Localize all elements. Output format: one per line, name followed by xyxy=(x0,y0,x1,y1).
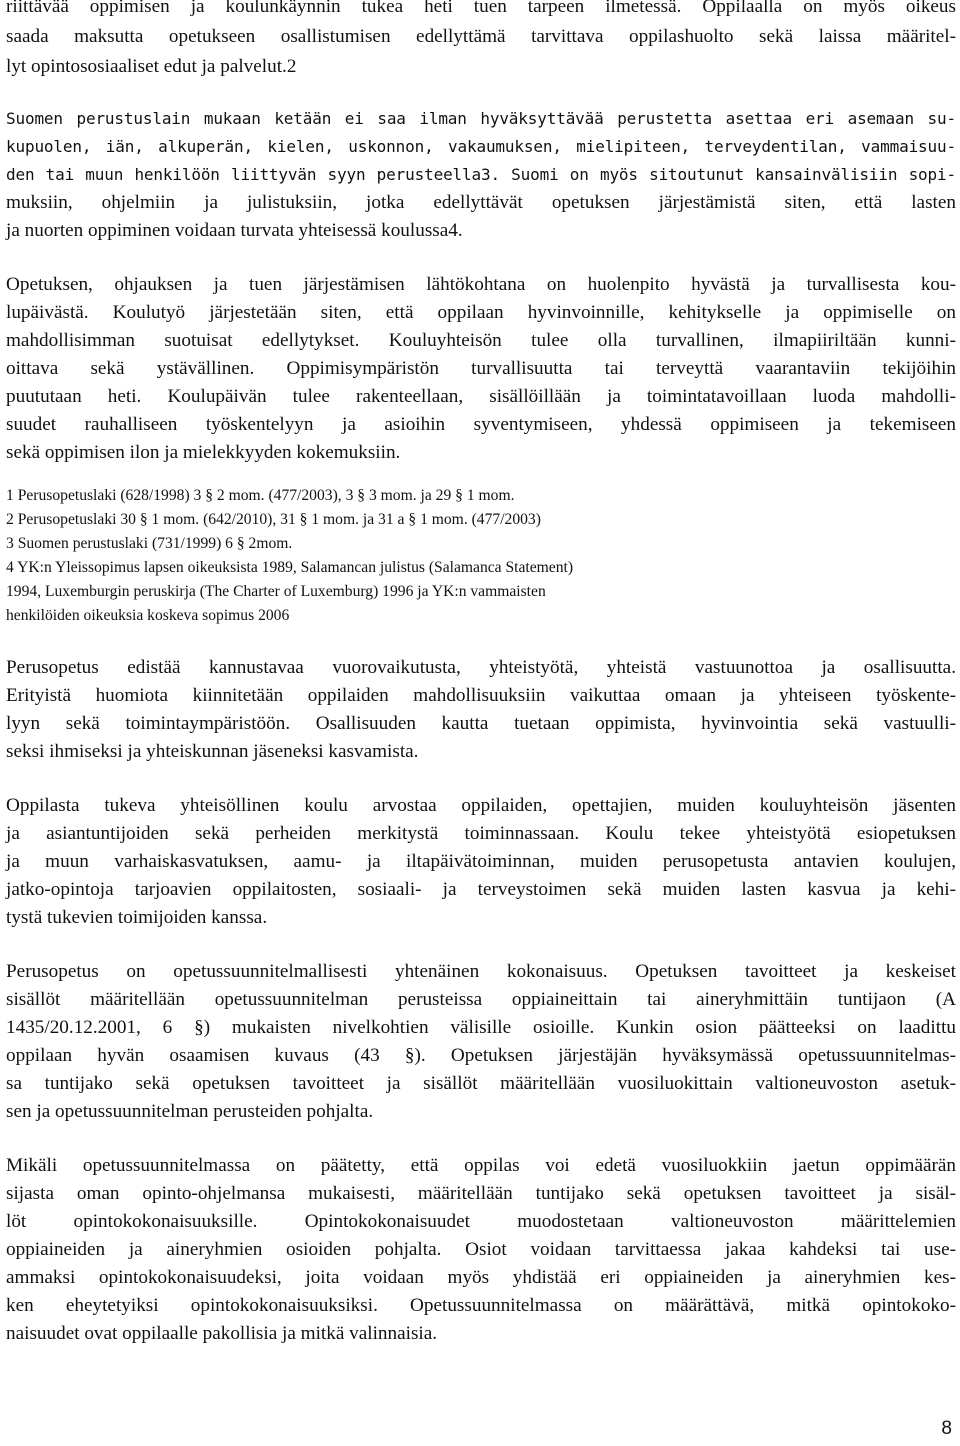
text-line: lyt opintososiaaliset edut ja palvelut.2 xyxy=(6,56,297,77)
text-line: sijasta oman opinto-ohjelmansa mukaisesti, määritellään tuntijako sekä opetuksen tavoitteet ja sisäl- xyxy=(6,1183,956,1204)
text-line: seksi ihmiseksi ja yhteiskunnan jäseneksi kasvamista. xyxy=(6,741,419,762)
text-line: den tai muun henkilöön liittyvän syyn perusteella3. Suomi on myös sitoutunut kansainvälisiin sopi- xyxy=(6,165,956,184)
text-line: sekä oppimisen ilon ja mielekkyyden kokemuksiin. xyxy=(6,442,401,463)
text-line: mahdollisimman suotuisat edellytykset. Kouluyhteisön tulee olla turvallinen, ilmapiiriltään kunni- xyxy=(6,330,956,351)
text-line: suudet rauhalliseen työskentelyyn ja asioihin syventymiseen, yhdessä oppimiseen ja tekemiseen xyxy=(6,414,956,435)
text-line: sa tuntijako sekä opetuksen tavoitteet ja sisällöt määritellään vuosiluokittain valtioneuvoston asetuk- xyxy=(6,1073,956,1094)
text-line: jatko-opintoja tarjoavien oppilaitosten, sosiaali- ja terveystoimen sekä muiden lasten kasvua ja kehi- xyxy=(6,879,956,900)
text-line: saada maksutta opetukseen osallistumisen edellyttämä tarvittava oppilashuolto sekä laissa määritel- xyxy=(6,26,956,47)
text-line: kupuolen, iän, alkuperän, kielen, uskonnon, vakaumuksen, mielipiteen, terveydentilan, vammaisuu- xyxy=(6,137,956,156)
text-line: oppilaan hyvän osaamisen kuvaus (43 §). Opetuksen järjestäjän hyväksymässä opetussuunnitelmas- xyxy=(6,1045,956,1066)
footnote: 3 Suomen perustuslaki (731/1999) 6 § 2mom. xyxy=(6,535,293,552)
text-line: 1435/20.12.2001, 6 §) mukaisten nivelkohtien välisille osioille. Kunkin osion päätteeksi on laadittu xyxy=(6,1017,956,1038)
text-line: ja muun varhaiskasvatuksen, aamu- ja iltapäivätoiminnan, muiden perusopetusta antavien koulujen, xyxy=(6,851,956,872)
text-line: riittävää oppimisen ja koulunkäynnin tukea heti tuen tarpeen ilmetessä. Oppilaalla on myös oikeus xyxy=(6,0,956,17)
text-line: ja asiantuntijoiden sekä perheiden merkitystä toiminnassaan. Koulu tekee yhteistyötä esiopetuksen xyxy=(6,823,956,844)
text-line: tystä tukevien toimijoiden kanssa. xyxy=(6,907,268,928)
text-line: muksiin, ohjelmiin ja julistuksiin, jotka edellyttävät opetuksen järjestämistä siten, että lasten xyxy=(6,192,956,213)
text-line: Perusopetus on opetussuunnitelmallisesti yhtenäinen kokonaisuus. Opetuksen tavoitteet ja keskeiset xyxy=(6,961,956,982)
text-line: lupäivästä. Koulutyö järjestetään siten, että oppilaan hyvinvoinnille, kehitykselle ja oppimiselle on xyxy=(6,302,956,323)
text-line: ken eheytetyiksi opintokokonaisuuksiksi. Opetussuunnitelmassa on määrättävä, mitkä opintokoko- xyxy=(6,1295,956,1316)
text-line: sen ja opetussuunnitelman perusteiden pohjalta. xyxy=(6,1101,374,1122)
text-line: Suomen perustuslain mukaan ketään ei saa ilman hyväksyttävää perustetta asettaa eri asemaan su- xyxy=(6,109,956,128)
text-line: lyyn sekä toimintaympäristöön. Osallisuuden kautta tuetaan oppimista, hyvinvointia sekä vastuulli- xyxy=(6,713,956,734)
text-line: ja nuorten oppiminen voidaan turvata yhteisessä koulussa4. xyxy=(6,220,463,241)
text-line: Perusopetus edistää kannustavaa vuorovaikutusta, yhteistyötä, yhteistä vastuunottoa ja osallisuutta. xyxy=(6,657,956,678)
text-line: löt opintokokonaisuuksille. Opintokokonaisuudet muodostetaan valtioneuvoston määrittelemien xyxy=(6,1211,956,1232)
footnote: henkilöiden oikeuksia koskeva sopimus 2006 xyxy=(6,607,290,624)
text-line: Opetuksen, ohjauksen ja tuen järjestämisen lähtökohtana on huolenpito hyvästä ja turvallisesta kou- xyxy=(6,274,956,295)
text-line: sisällöt määritellään opetussuunnitelman perusteissa oppiaineittain tai aineryhmittäin tuntijaon (A xyxy=(6,989,956,1010)
footnote: 2 Perusopetuslaki 30 § 1 mom. (642/2010), 31 § 1 mom. ja 31 a § 1 mom. (477/2003) xyxy=(6,511,541,528)
text-line: Erityistä huomiota kiinnitetään oppilaiden mahdollisuuksiin vaikuttaa omaan ja yhteiseen työskente- xyxy=(6,685,956,706)
text-line: oppiaineiden ja aineryhmien osioiden pohjalta. Osiot voidaan tarvittaessa jakaa kahdeksi tai use- xyxy=(6,1239,956,1260)
text-line: Oppilasta tukeva yhteisöllinen koulu arvostaa oppilaiden, opettajien, muiden kouluyhteisön jäsenten xyxy=(6,795,956,816)
footnote: 4 YK:n Yleissopimus lapsen oikeuksista 1989, Salamancan julistus (Salamanca Statement) xyxy=(6,559,574,576)
text-line: oittava sekä ystävällinen. Oppimisympäristön turvallisuutta tai terveyttä vaarantaviin tekijöihin xyxy=(6,358,956,379)
text-line: puututaan heti. Koulupäivän tulee rakenteellaan, sisällöillään ja toimintatavoillaan luoda mahdolli- xyxy=(6,386,956,407)
footnote: 1994, Luxemburgin peruskirja (The Charter of Luxemburg) 1996 ja YK:n vammaisten xyxy=(6,583,546,600)
footnote: 1 Perusopetuslaki (628/1998) 3 § 2 mom. (477/2003), 3 § 3 mom. ja 29 § 1 mom. xyxy=(6,487,515,504)
text-line: ammaksi opintokokonaisuudeksi, joita voidaan myös yhdistää eri oppiaineiden ja aineryhmien kes- xyxy=(6,1267,956,1288)
text-line: naisuudet ovat oppilaalle pakollisia ja mitkä valinnaisia. xyxy=(6,1323,438,1344)
text-line: Mikäli opetussuunnitelmassa on päätetty, että oppilas voi edetä vuosiluokkiin jaetun oppimäärän xyxy=(6,1155,956,1176)
page-number: 8 xyxy=(941,1418,952,1439)
